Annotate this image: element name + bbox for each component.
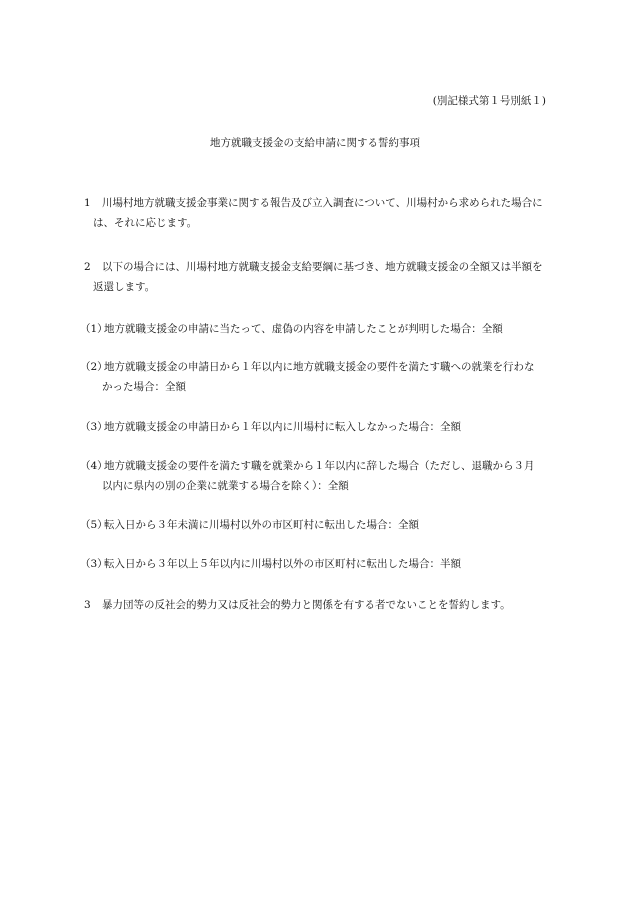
subitem-3-line-1 [80, 422, 461, 433]
subitem-3-number: （3） [80, 421, 108, 433]
subitem-3-text-1: 地方就職支援金の申請日から１年以内に川場村に転入しなかった場合：全額 [104, 421, 461, 433]
subitem-4-line-2: 以内に県内の別の企業に就業する場合を除く）：全額 [102, 480, 349, 492]
subitem-4-number: （4） [80, 460, 108, 472]
subitem-6-text-1: 転入日から３年以上５年以内に川場村以外の市区町村に転出した場合：半額 [104, 558, 461, 570]
subitem-2-line-1 [80, 362, 535, 373]
subitem-4-text-1: 地方就職支援金の要件を満たす職を就業から１年以内に辞した場合（ただし、退職から３月 [104, 460, 535, 472]
subitem-2-line-2: かった場合：全額 [102, 381, 186, 393]
document-title: 地方就職支援金の支給申請に関する誓約事項 [210, 137, 420, 149]
item-1-number: 1 [84, 197, 91, 209]
subitem-1-number: （1） [80, 323, 108, 335]
item-2-text-1: 以下の場合には、川場村地方就職支援金支給要綱に基づき、地方就職支援金の全額又は半額を [102, 261, 543, 273]
item-1-line-1 [84, 198, 543, 209]
form-reference: (別記様式第１号別紙１) [432, 95, 546, 107]
item-1-line-2: は、それに応じます。 [93, 217, 198, 229]
subitem-5-number: （5） [80, 519, 108, 531]
subitem-2-text-1: 地方就職支援金の申請日から１年以内に地方就職支援金の要件を満たす職への就業を行わな [104, 361, 535, 373]
subitem-1-text-1: 地方就職支援金の申請に当たって、虚偽の内容を申請したことが判明した場合：全額 [104, 323, 503, 335]
subitem-5-text-1: 転入日から３年未満に川場村以外の市区町村に転出した場合：全額 [104, 519, 419, 531]
subitem-2-number: （2） [80, 361, 108, 373]
item-3-number: 3 [84, 599, 91, 611]
item-2-line-1 [84, 262, 543, 273]
subitem-5-line-1 [80, 520, 419, 531]
subitem-6-line-1 [80, 559, 461, 570]
item-3-line-1 [84, 600, 511, 611]
subitem-1-line-1 [80, 324, 503, 335]
item-3-text-1: 暴力団等の反社会的勢力又は反社会的勢力と関係を有する者でないことを誓約します。 [102, 599, 511, 611]
item-1-text-1: 川場村地方就職支援金事業に関する報告及び立入調査について、川場村から求められた場合に [102, 197, 543, 209]
item-2-line-2: 返還します。 [93, 281, 156, 293]
subitem-6-number: （3） [80, 558, 108, 570]
item-2-number: 2 [84, 261, 91, 273]
subitem-4-line-1 [80, 461, 535, 472]
